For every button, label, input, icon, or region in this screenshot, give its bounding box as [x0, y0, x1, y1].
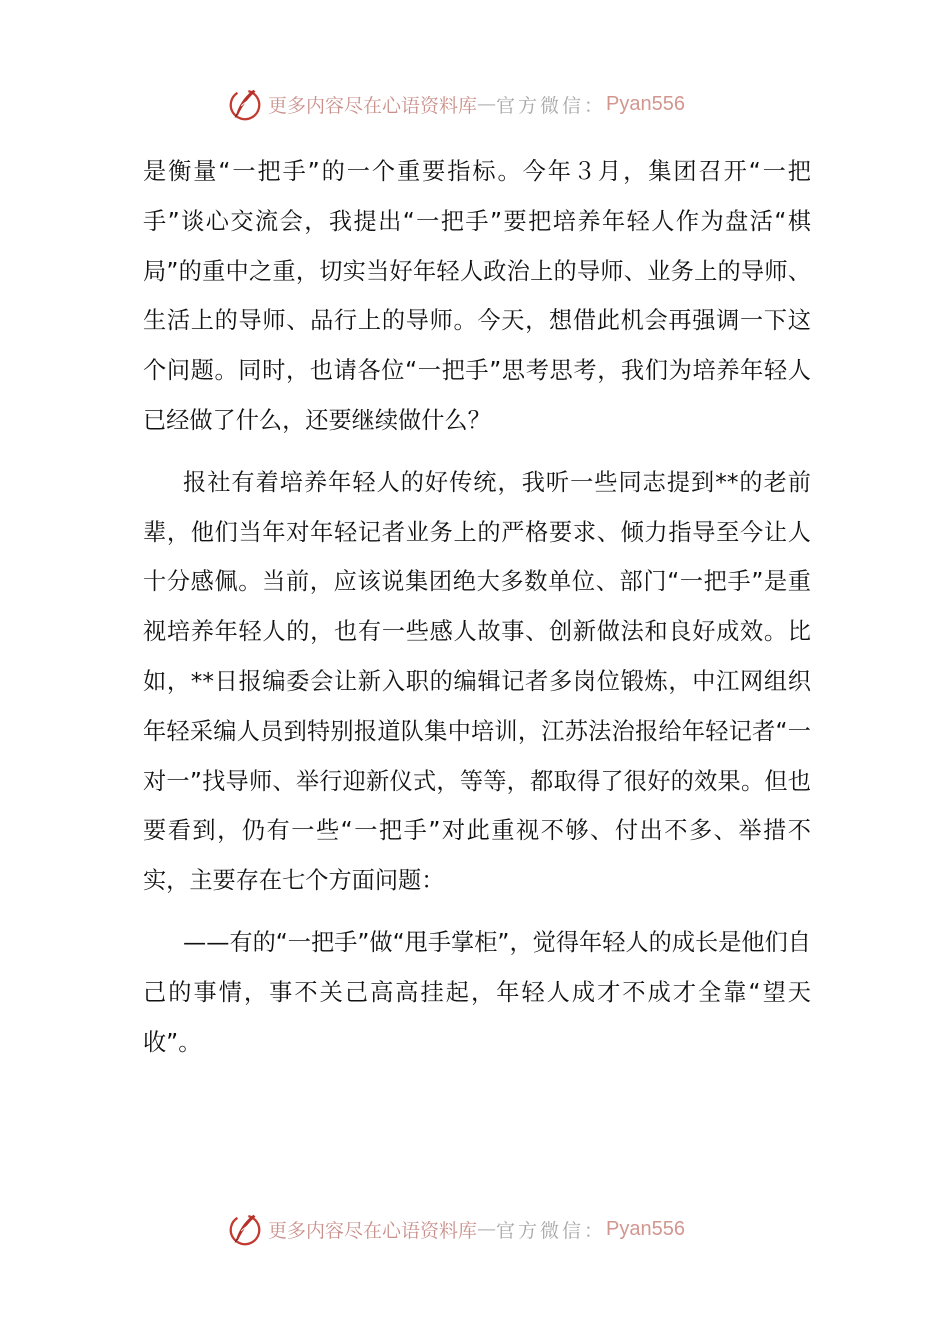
banner-separator: —	[477, 93, 497, 115]
banner-title: 更多内容尽在心语资料库	[268, 94, 478, 117]
paragraph-2: 报社有着培养年轻人的好传统，我听一些同志提到**的老前辈，他们当年对年轻记者业务上的严格要求、倾力指导至今让人十分感佩。当前，应该说集团绝大多数单位、部门“一把手”是重视培养年轻人的，也有一些感人故事、创新做法和良好成效。比如，**日报编委会让新入职的编辑记者多岗位锻炼，中江网组织年轻采编人员到特别报道队集中培训，江苏法治报给年轻记者“一对一”找导师、举行迎新仪式，等等，都取得了很好的效果。但也要看到，仍有一些“一把手”对此重视不够、付出不多、举措不实，主要存在七个方面问题：	[143, 468, 811, 895]
banner-wechat-id: Pyan556	[606, 92, 685, 115]
footer-banner	[226, 1209, 746, 1249]
banner-title: 更多内容尽在心语资料库	[268, 1219, 478, 1242]
banner-wechat-id: Pyan556	[606, 1217, 685, 1240]
paragraph-1: 是衡量“一把手”的一个重要指标。今年３月，集团召开“一把手”谈心交流会，我提出“一把手”要把培养年轻人作为盘活“棋局”的重中之重，切实当好年轻人政治上的导师、业务上的导师、生活上的导师、品行上的导师。今天，想借此机会再强调一下这个问题。同时，也请各位“一把手”思考思考，我们为培养年轻人已经做了什么，还要继续做什么？	[143, 158, 811, 434]
header-banner	[226, 84, 746, 124]
banner-label: 官方微信：	[496, 1219, 607, 1242]
paragraph-3: ——有的“一把手”做“甩手掌柜”，觉得年轻人的成长是他们自己的事情，事不关己高高挂起，年轻人成才不成才全靠“望天收”。	[143, 928, 811, 1056]
banner-label: 官方微信：	[496, 94, 607, 117]
quill-pen-logo-icon	[226, 85, 264, 123]
banner-separator: —	[477, 1218, 497, 1240]
body-text	[143, 147, 811, 1067]
quill-pen-logo-icon	[226, 1210, 264, 1248]
